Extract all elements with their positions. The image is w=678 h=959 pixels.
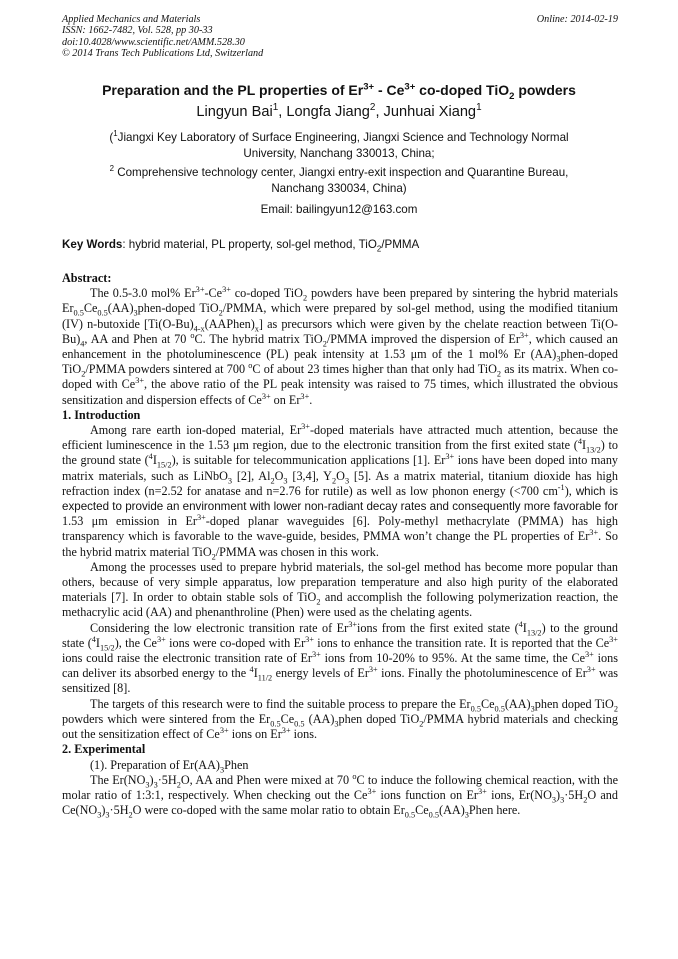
- paper-title: Preparation and the PL properties of $Er^{3+} - Ce^{3+}$ co-doped TiO$_2$ powders: [102, 81, 576, 102]
- affiliation-1: ($^1$Jiangxi Key Laboratory of Surface Engineering, Jiangxi Science and Technology Normal University, Nanchang 330013, China;: [109, 129, 569, 160]
- experimental-paragraph-1: The $Er(NO_3)_3\cdot 5H_2O$, AA and Phen were mixed at 70 $^o$C to induce the following chemical reaction, with the molar ratio of 1:3:1, respectively. When checking out the $Ce^{3+}$ ions function on $Er^{3+}$ ions, $Er(NO_3)_3\cdot 5H_2O$ and $Ce(NO_3)_3\cdot 5H_2O$ were co-doped with the same molar ratio to obtain $Er_{0.5}Ce_{0.5}(AA)_3Phen$ here.: [62, 771, 618, 820]
- abstract-text: The 0.5-3.0 mol% $Er^{3+}-Ce^{3+}$ co-doped TiO$_2$ powders have been prepared by sintering the hybrid materials $Er_{0.5}Ce_{0.5}(AA)_3phen$-doped TiO$_2$/PMMA, which were prepared by sol-gel method, using the modified titanium (IV) n-butoxide $[Ti(O-Bu)_{4-x}(AAPhen)_x]$ as precursors which were given by the chelate reaction between $Ti(O-Bu)_4$, AA and Phen at 70 $^o$C. The hybrid matrix TiO$_2$/PMMA improved the dispersion of $Er^{3+}$, which caused an enhancement in the photoluminescence (PL) peak intensity at 1.53 μm of the 1 mol% Er $(AA)_3phen$-doped TiO$_2$/PMMA powders sintered at 700 $^o$C of about 23 times higher than that only had TiO$_2$ as its matrix. When co-doped with $Ce^{3+}$, the above ratio of the PL peak intensity was raised to 75 times, which illustrated the obvious sensitization and dispersion effects of $Ce^{3+}$ on $Er^{3+}$.: [62, 285, 619, 407]
- paper-body: [62, 271, 618, 818]
- issn: ISSN: 1662-7482, Vol. 528, pp 30-33: [62, 25, 213, 37]
- abstract-heading: Abstract:: [62, 271, 112, 285]
- doi: doi:10.4028/www.scientific.net/AMM.528.30: [62, 36, 245, 48]
- journal-header: [62, 14, 618, 60]
- affiliation-2: $^2$ Comprehensive technology center, Jiangxi entry-exit inspection and Quarantine Bureau, Nanchang 330034, China): [109, 164, 569, 195]
- journal-name: Applied Mechanics and Materials: [62, 14, 201, 25]
- author-list: Lingyun Bai$^1$, Longfa Jiang$^2$, Junhuai Xiang$^1$: [196, 102, 482, 120]
- intro-paragraph-4: The targets of this research were to find the suitable process to prepare the $Er_{0.5}Ce_{0.5}(AA)_3phen$ doped TiO$_2$ powders which were sintered from the $Er_{0.5}Ce_{0.5}$ $(AA)_3phen$ doped TiO$_2$/PMMA hybrid materials and checking out the sensitization effect of $Ce^{3+}$ ions on $Er^{3+}$ ions.: [62, 696, 618, 742]
- contact-email: Email: bailingyun12@163.com: [260, 203, 418, 216]
- copyright: © 2014 Trans Tech Publications Ltd, Switzerland: [62, 48, 264, 60]
- keywords: Key Words: hybrid material, PL property, sol-gel method, TiO$_2$/PMMA: [62, 238, 420, 254]
- intro-paragraph-3: Considering the low electronic transition rate of $Er^{3+}ions$ from the first exited state $(^4I_{13/2})$ to the ground state $(^4I_{15/2})$, the $Ce^{3+}$ ions were co-doped with $Er^{3+}$ ions to enhance the transition rate. It is reported that the $Ce^{3+}$ ions could raise the electronic transition rate of $Er^{3+}$ ions from 10-20% to 95%. At the same time, the $Ce^{3+}$ ions can deliver its absorbed energy to the $^4I_{11/2}$ energy levels of $Er^{3+}$ ions. Finally the photoluminescence of $Er^{3+}$ was sensitized [8].: [62, 619, 619, 696]
- intro-paragraph-1: Among rare earth ion-doped material, $Er^{3+}$-doped materials have attracted much attention, because the efficient luminescence in the 1.53 μm region, due to the electronic transition from the first exited state $(^4I_{13/2})$ to the ground state $(^4I_{15/2})$, is suitable for telecommunication applications [1]. $Er^{3+}$ ions have been doped into many matrix materials, such as LiNbO$_3$ [2], $Al_2O_3$ [3,4], $Y_2O_3$ [5]. As a matrix material, titanium dioxide has high refraction index (n=2.52 for anatase and n=2.76 for rutile) as well as low phonon energy (<700 $cm^{-1}$), which is expected to provide an environment with lower non-radiant decay rates and consequently more favorable for 1.53 μm emission in $Er^{3+}$-doped planar waveguides [6]. Poly-methyl methacrylate (PMMA) has high transparency which is favorable to the wave-guide, besides, PMMA won’t change the PL properties of $Er^{3+}$. So the hybrid matrix material TiO$_2$/PMMA was chosen in this work.: [62, 421, 619, 562]
- section-introduction-heading: 1. Introduction: [62, 407, 141, 422]
- intro-paragraph-2: Among the processes used to prepare hybrid materials, the sol-gel method has become more popular than others, because of very simple apparatus, low preparation temperature and also high purity of the elaborated materials [7]. In order to obtain stable sols of TiO$_2$ and accomplish the following polymerization reaction, the methacrylic acid (AA) and phenanthroline (Phen) were used as the chelating agents.: [62, 559, 618, 620]
- subsection-heading: (1). Preparation of $Er(AA)_3Phen$: [90, 757, 249, 774]
- online-date: Online: 2014-02-19: [536, 14, 618, 25]
- section-experimental-heading: 2. Experimental: [62, 742, 146, 757]
